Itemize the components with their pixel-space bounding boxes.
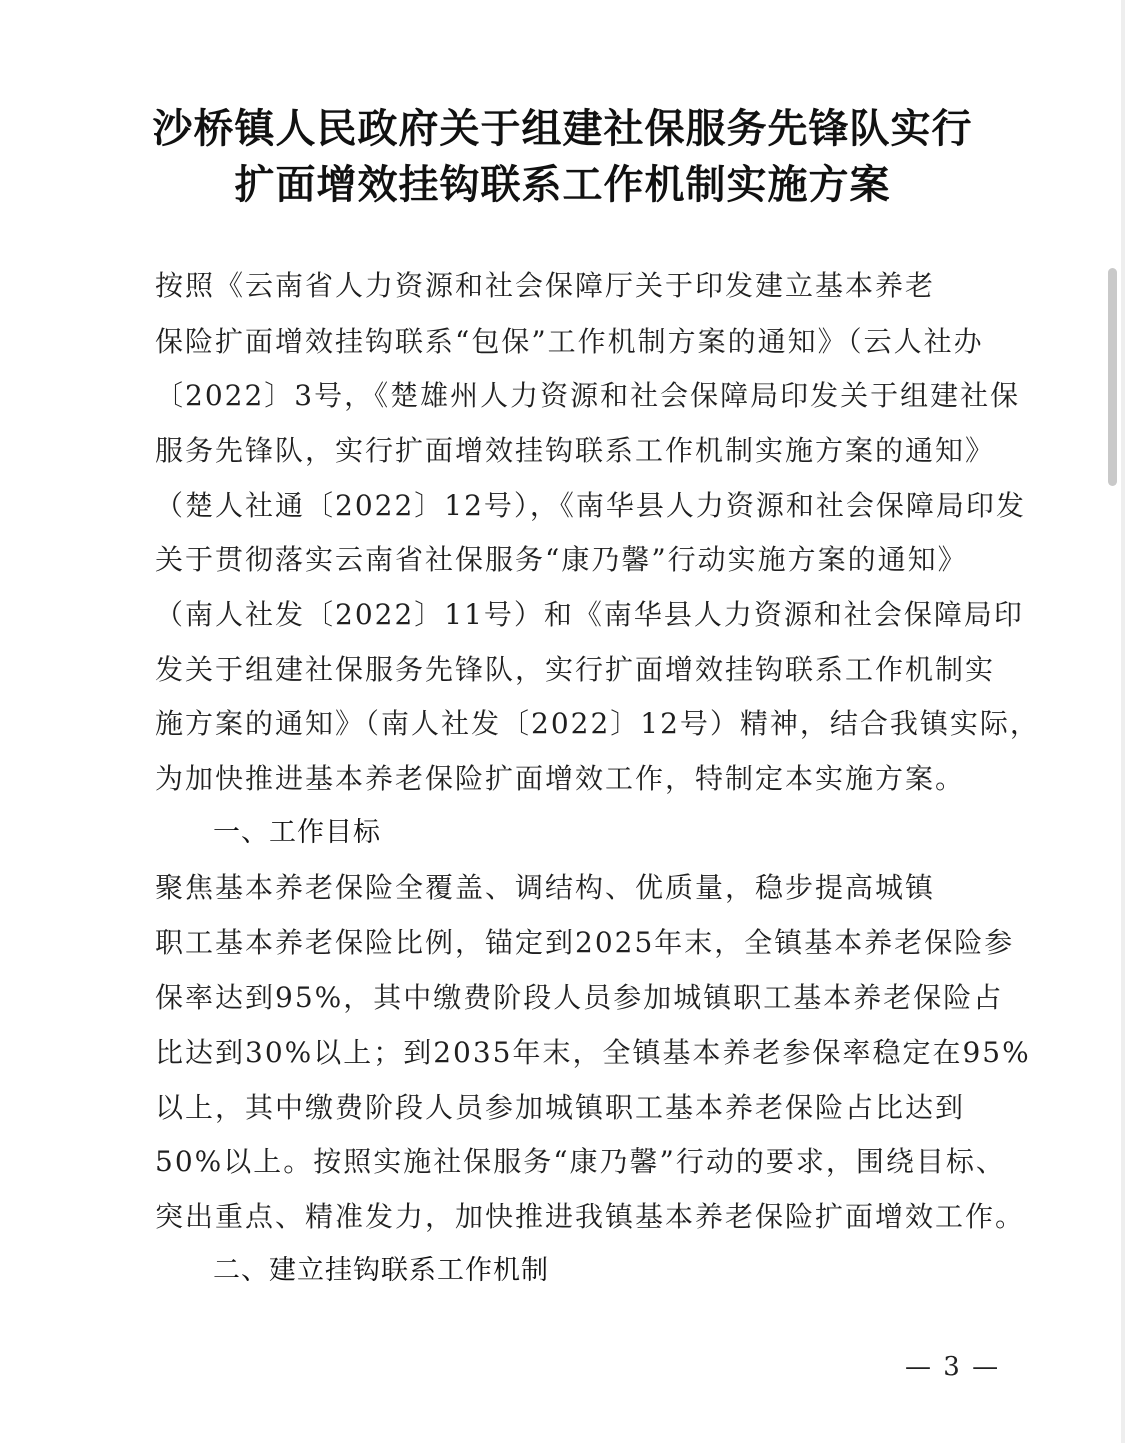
paragraph-line: （楚人社通〔2022〕12号），《南华县人力资源和社会保障局印发 (155, 489, 1026, 522)
paragraph-line: 比达到30%以上；到2035年末，全镇基本养老参保率稳定在95% (155, 1036, 1031, 1069)
page-number: — 3 — (905, 1352, 1001, 1382)
section-heading-2: 二、建立挂钩联系工作机制 (213, 1255, 549, 1286)
page-edge (1121, 0, 1125, 1443)
paragraph-line: 按照《云南省人力资源和社会保障厅关于印发建立基本养老 (155, 269, 936, 302)
paragraph-line: 〔2022〕3号，《楚雄州人力资源和社会保障局印发关于组建社保 (155, 379, 1021, 412)
paragraph-line: 以上，其中缴费阶段人员参加城镇职工基本养老保险占比达到 (155, 1091, 966, 1124)
paragraph-line: 服务先锋队，实行扩面增效挂钩联系工作机制实施方案的通知》 (155, 434, 996, 467)
vertical-scrollbar[interactable] (1108, 268, 1117, 486)
paragraph-line: 为加快推进基本养老保险扩面增效工作，特制定本实施方案。 (155, 762, 966, 795)
paragraph-line: （南人社发〔2022〕11号）和《南华县人力资源和社会保障局印 (155, 598, 1024, 631)
paragraph-line: 职工基本养老保险比例，锚定到2025年末，全镇基本养老保险参 (155, 926, 1015, 959)
paragraph-line: 发关于组建社保服务先锋队，实行扩面增效挂钩联系工作机制实 (155, 653, 996, 686)
paragraph-line: 保险扩面增效挂钩联系“包保”工作机制方案的通知》（云人社办 (155, 325, 984, 358)
paragraph-line: 保率达到95%，其中缴费阶段人员参加城镇职工基本养老保险占 (155, 981, 1004, 1014)
paragraph-line: 施方案的通知》（南人社发〔2022〕12号）精神，结合我镇实际， (155, 707, 1040, 740)
paragraph-line: 突出重点、精准发力，加快推进我镇基本养老保险扩面增效工作。 (155, 1200, 1026, 1233)
document-title-line-1: 沙桥镇人民政府关于组建社保服务先锋队实行 (152, 105, 973, 152)
section-heading-1: 一、工作目标 (213, 817, 381, 848)
paragraph-line: 关于贯彻落实云南省社保服务“康乃馨”行动实施方案的通知》 (155, 543, 968, 576)
paragraph-line: 50%以上。按照实施社保服务“康乃馨”行动的要求，围绕目标、 (155, 1145, 1006, 1178)
document-title-line-2: 扩面增效挂钩联系工作机制实施方案 (234, 161, 891, 208)
paragraph-line: 聚焦基本养老保险全覆盖、调结构、优质量，稳步提高城镇 (155, 871, 936, 904)
